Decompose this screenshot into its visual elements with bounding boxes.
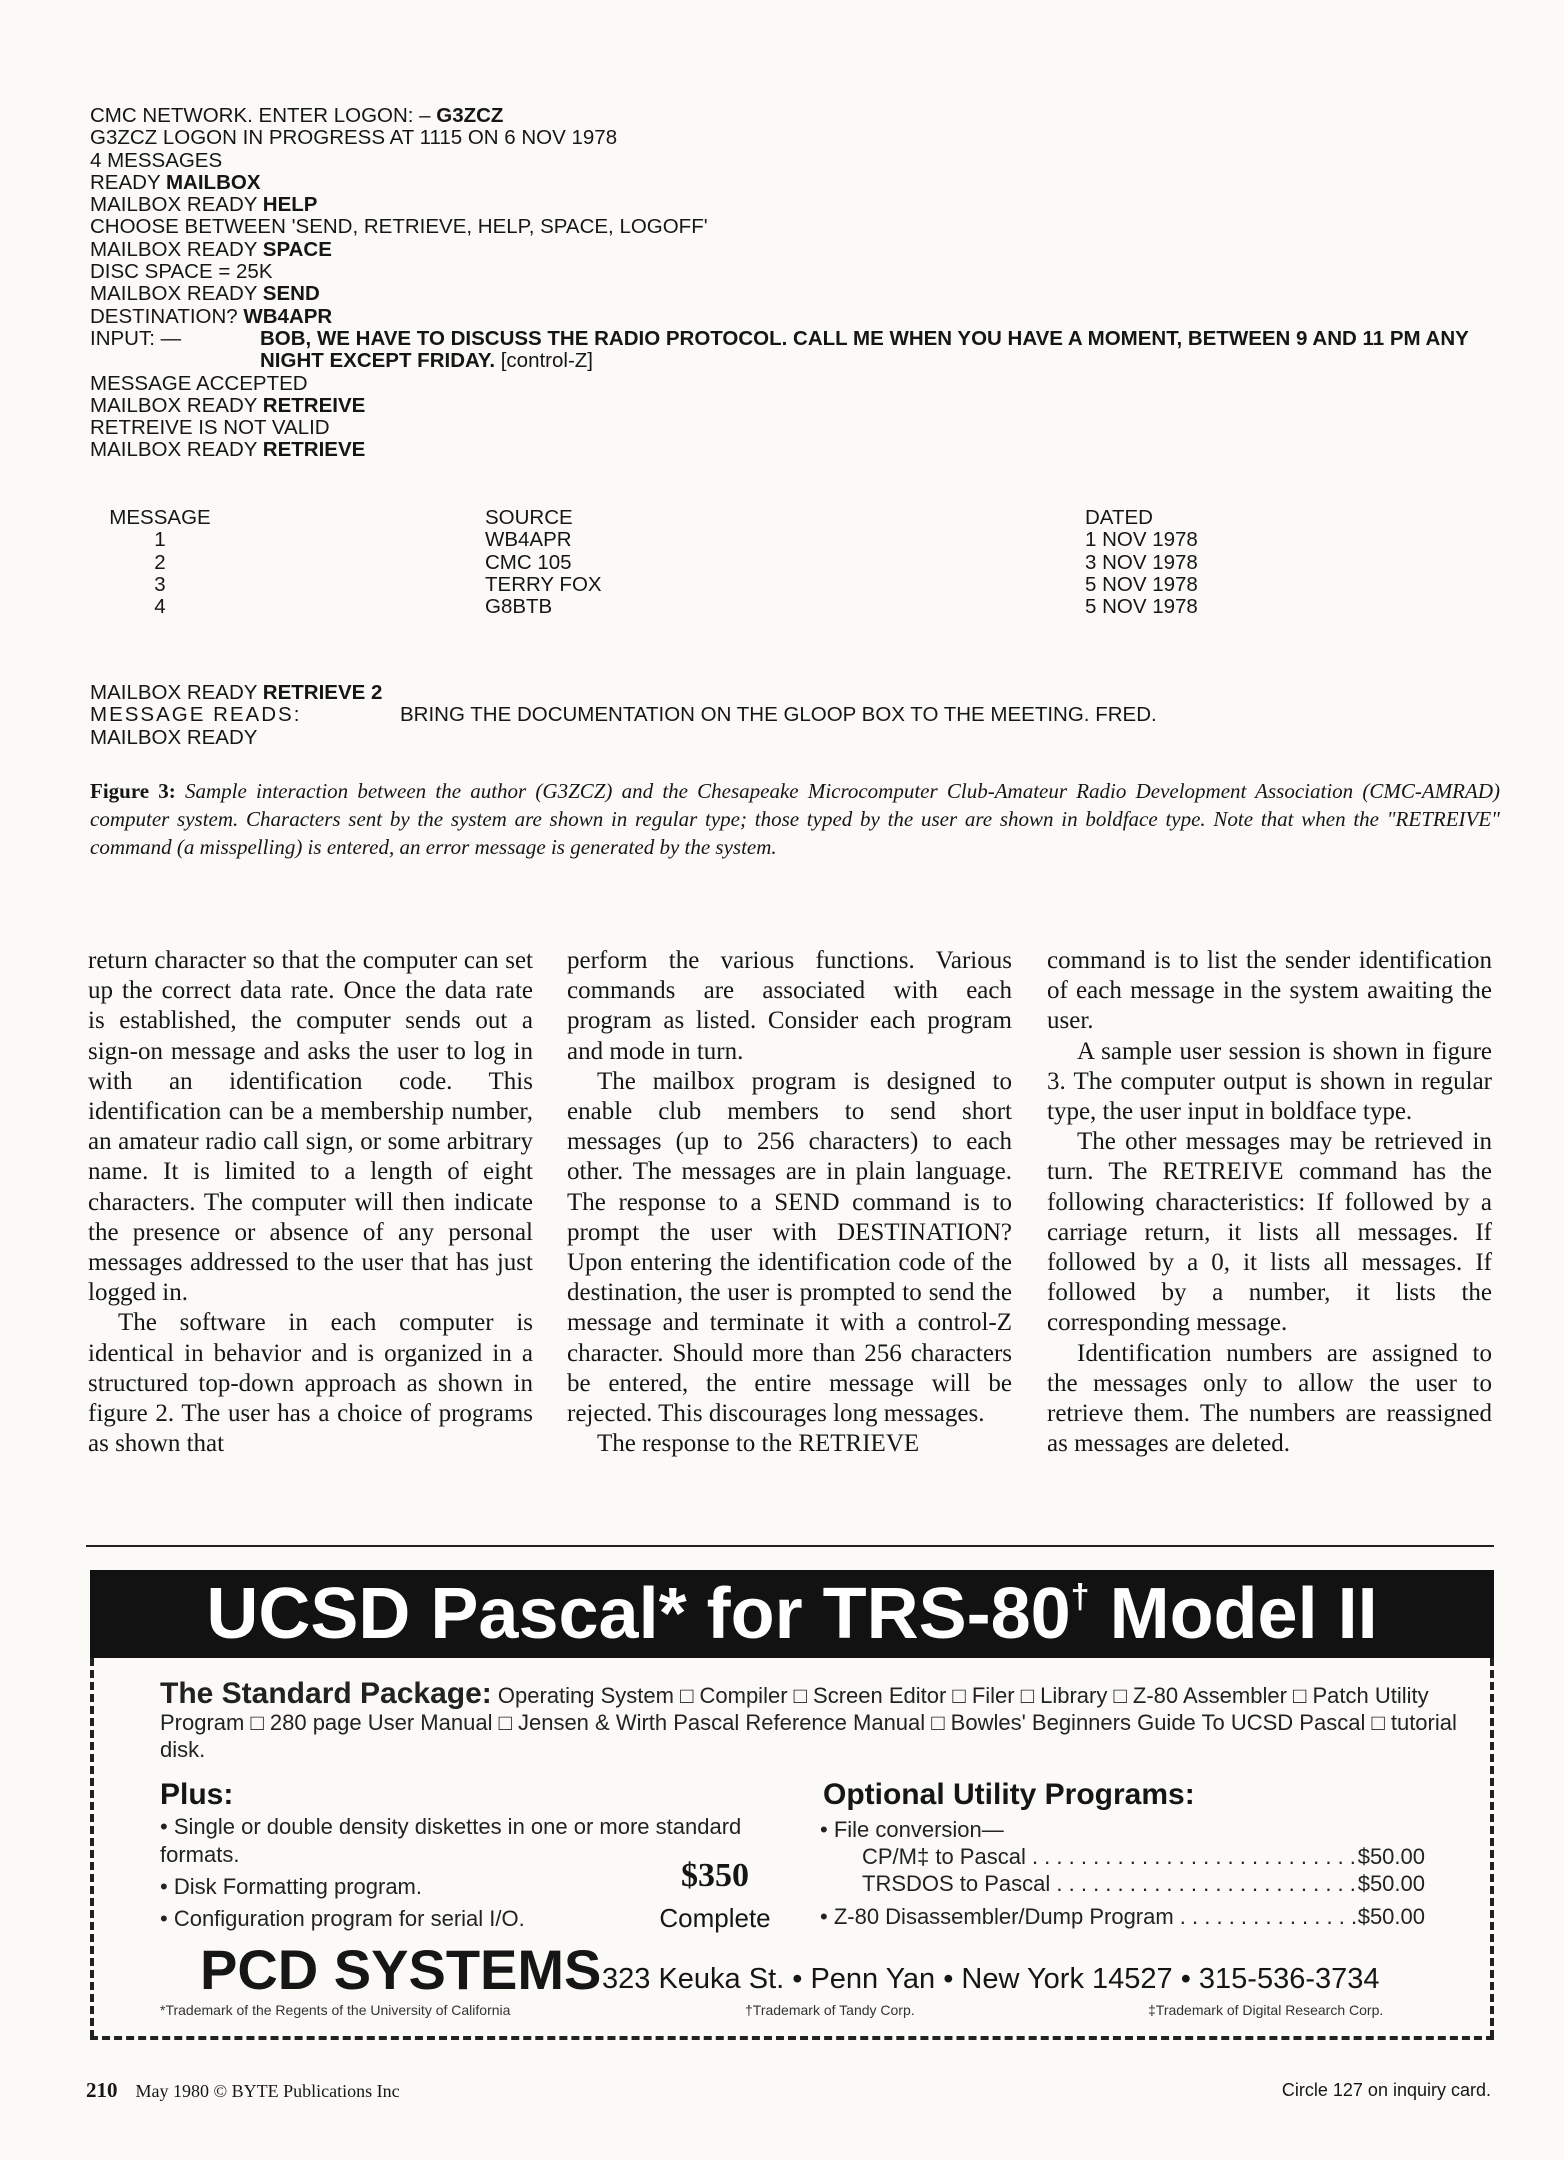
- message-number: 4: [154, 595, 166, 619]
- message-date: 1 NOV 1978: [1085, 528, 1198, 552]
- message-source: CMC 105: [485, 550, 572, 574]
- terminal-line: [90, 439, 1510, 461]
- page-footer: [86, 2078, 400, 2103]
- user-input: RETREIVE: [262, 393, 366, 417]
- system-output: MAILBOX READY: [90, 193, 263, 217]
- user-input: G3ZCZ: [436, 104, 504, 127]
- standard-package-heading: The Standard Package:: [160, 1677, 492, 1710]
- paragraph: return character so that the computer can set up the correct data rate. Once the data rate is established, the computer sends out a sign-on message and asks the user to log in with an identification code. This identification can be a membership number, an amateur radio call sign, or some arbitrary name. It is limited to a length of eight characters. The computer will then indicate the presence or absence of any personal messages addressed to the user that has just logged in.: [88, 947, 533, 1307]
- plus-item: • Configuration program for serial I/O.: [160, 1906, 525, 1931]
- message-source: G8BTB: [485, 595, 553, 619]
- terminal-line: [90, 105, 1510, 127]
- standard-package: [160, 1677, 1460, 1763]
- system-output: MAILBOX READY: [90, 237, 263, 261]
- user-input: RETRIEVE: [262, 438, 366, 462]
- system-output: MESSAGE ACCEPTED: [90, 371, 308, 395]
- retrieve-output: [90, 682, 1157, 749]
- standard-package-text: Operating System □ Compiler □ Screen Editor □ Filer □ Library □ Z-80 Assembler □ Patch Utility Program □ 280 page User Manual □ Jensen & Wirth Pascal Reference Manual □ Bowles' Beginners Guide To UCSD Pascal □ tutorial disk.: [160, 1683, 1457, 1762]
- body-column-1: [88, 946, 533, 1459]
- dated-header: DATED: [1085, 506, 1153, 529]
- message-number-column: [90, 507, 230, 618]
- ad-top-rule: [86, 1545, 1494, 1547]
- paragraph: command is to list the sender identification of each message in the system awaiting the user.: [1047, 947, 1492, 1035]
- terminal-session: [90, 105, 1510, 462]
- system-output: DESTINATION?: [90, 304, 244, 328]
- body-column-2: [567, 946, 1012, 1459]
- terminal-line: [90, 127, 1510, 149]
- user-input: SEND: [262, 282, 320, 306]
- system-output: CHOOSE BETWEEN 'SEND, RETRIEVE, HELP, SPACE, LOGOFF': [90, 215, 708, 239]
- terminal-line: [90, 216, 1510, 238]
- system-output: MAILBOX READY: [90, 393, 263, 417]
- system-output: RETREIVE IS NOT VALID: [90, 416, 330, 440]
- price: $350: [681, 1857, 749, 1894]
- plus-item: • Single or double density diskettes in one or more standard formats.: [160, 1814, 742, 1867]
- figure-caption: [90, 777, 1500, 861]
- optional-item-price: $50.00: [1357, 1844, 1425, 1869]
- system-output: DISC SPACE = 25K: [90, 260, 273, 284]
- message-number: 3: [154, 572, 166, 596]
- user-input: HELP: [262, 193, 318, 217]
- paragraph: The mailbox program is designed to enable club members to send short messages (up to 256 characters) to each other. The messages are in plain language. The response to a SEND command is to prompt the user with DESTINATION? Upon entering the identification code of the destination, the user is prompted to send the message and terminate it with a control-Z character. Should more than 256 characters be entered, the entire message will be rejected. This discourages long messages.: [567, 1067, 1012, 1428]
- user-input: WB4APR: [243, 304, 333, 328]
- terminal-line: [90, 239, 1510, 261]
- terminal-line: [90, 283, 1510, 305]
- trademark-note-1: *Trademark of the Regents of the University of California: [160, 2002, 511, 2018]
- input-message-text: BOB, WE HAVE TO DISCUSS THE RADIO PROTOCOL. CALL ME WHEN YOU HAVE A MOMENT, BETWEEN 9 AND 11 PM ANY NIGHT EXCEPT FRIDAY.: [260, 326, 1469, 373]
- message-source: TERRY FOX: [485, 572, 602, 596]
- message-reads-text: BRING THE DOCUMENTATION ON THE GLOOP BOX TO THE MEETING. FRED.: [400, 703, 1157, 727]
- optional-item-price: $50.00: [1357, 1904, 1425, 1929]
- trademark-note-2: †Trademark of Tandy Corp.: [745, 2002, 915, 2018]
- message-number: 1: [154, 528, 166, 552]
- optional-item-label: • Z-80 Disassembler/Dump Program . . .: [820, 1903, 1356, 1930]
- message-date: 3 NOV 1978: [1085, 550, 1198, 574]
- system-output: CMC NETWORK. ENTER LOGON: –: [90, 104, 437, 127]
- optional-intro: • File conversion—: [820, 1817, 1004, 1842]
- system-output: G3ZCZ LOGON IN PROGRESS AT 1115 ON 6 NOV 1978: [90, 126, 618, 150]
- dated-column: [1085, 507, 1198, 618]
- optional-item: [820, 1903, 1425, 1930]
- trademark-note-3: ‡Trademark of Digital Research Corp.: [1148, 2002, 1384, 2018]
- plus-item: • Disk Formatting program.: [160, 1874, 422, 1899]
- optional-item: [820, 1870, 1425, 1897]
- terminal-line: [90, 373, 1510, 395]
- paragraph: Identification numbers are assigned to the messages only to allow the user to retrieve them. The numbers are reassigned as messages are deleted.: [1047, 1339, 1492, 1458]
- optional-item-label: TRSDOS to Pascal . . .: [862, 1870, 1356, 1897]
- paragraph: perform the various functions. Various commands are associated with each program as listed. Consider each program and mode in turn.: [567, 947, 1012, 1065]
- optional-heading: Optional Utility Programs:: [823, 1778, 1195, 1811]
- message-source: WB4APR: [485, 528, 572, 552]
- input-label: INPUT: —: [90, 326, 182, 350]
- source-header: SOURCE: [485, 506, 573, 529]
- body-column-3: [1047, 946, 1492, 1459]
- paragraph: The response to the RETRIEVE: [597, 1430, 920, 1458]
- publication-line: May 1980 © BYTE Publications Inc: [135, 2081, 400, 2101]
- user-input: MAILBOX: [165, 170, 261, 194]
- terminal-line: [90, 395, 1510, 417]
- terminal-line: [90, 150, 1510, 172]
- paragraph: A sample user session is shown in figure 3. The computer output is shown in regular type, the user input in boldface type.: [1047, 1037, 1492, 1126]
- reads-line3: MAILBOX READY: [90, 725, 258, 749]
- ad-border-left: [90, 1658, 94, 2038]
- plus-heading: Plus:: [160, 1778, 234, 1811]
- input-message: BOB, WE HAVE TO DISCUSS THE RADIO PROTOCOL. CALL ME WHEN YOU HAVE A MOMENT, BETWEEN 9 AND 11 PM ANY NIGHT EXCEPT FRIDAY. [control-Z]: [260, 326, 1469, 373]
- message-date: 5 NOV 1978: [1085, 595, 1198, 619]
- source-column: [485, 507, 602, 618]
- ad-headline: UCSD Pascal* for TRS-80† Model II: [90, 1570, 1494, 1658]
- system-output: MAILBOX READY: [90, 282, 263, 306]
- optional-item-label: CP/M‡ to Pascal . . .: [862, 1843, 1356, 1870]
- paragraph: The software in each computer is identical in behavior and is organized in a structured top-down approach as shown in figure 2. The user has a choice of programs as shown that: [88, 1309, 533, 1458]
- message-number: 2: [154, 550, 166, 574]
- message-reads-label: MESSAGE READS:: [90, 703, 302, 727]
- page-number: 210: [86, 2078, 118, 2102]
- ad-border-right: [1490, 1658, 1494, 2038]
- optional-item-price: $50.00: [1357, 1871, 1425, 1896]
- paragraph: The other messages may be retrieved in turn. The RETREIVE command has the following characteristics: If followed by a carriage return, it lists all messages. If followed by a 0, it lists all messages. If followed by a number, it lists the corresponding message.: [1047, 1128, 1492, 1337]
- terminal-line: [90, 261, 1510, 283]
- figure-label: Figure 3:: [90, 779, 176, 803]
- inquiry-note: Circle 127 on inquiry card.: [1281, 2080, 1491, 2100]
- terminal-line: [90, 306, 1510, 328]
- figure-caption-text: Sample interaction between the author (G3ZCZ) and the Chesapeake Microcomputer Club-Amateur Radio Development Association (CMC-AMRAD) computer system. Characters sent by the system are shown in regular type; those typed by the user are shown in boldface type. Note that when the "RETREIVE" command (a misspelling) is entered, an error message is generated by the system.: [90, 779, 1500, 859]
- optional-item: [820, 1843, 1425, 1870]
- terminal-line: [90, 194, 1510, 216]
- terminal-input-line: [90, 328, 1510, 373]
- price-note: Complete: [659, 1903, 771, 1933]
- message-header: MESSAGE: [109, 506, 211, 529]
- reads-line1-command: RETRIEVE 2: [262, 681, 383, 704]
- optional-list: [820, 1816, 1425, 1930]
- message-date: 5 NOV 1978: [1085, 572, 1198, 596]
- user-input: SPACE: [262, 237, 332, 261]
- reads-line1: MAILBOX READY: [90, 681, 263, 704]
- system-output: MAILBOX READY: [90, 438, 263, 462]
- company-address: 323 Keuka St. • Penn Yan • New York 14527 • 315-536-3734: [602, 1963, 1380, 1995]
- terminal-line: [90, 417, 1510, 439]
- ad-border-bottom: [90, 2036, 1494, 2040]
- system-output: READY: [90, 170, 166, 194]
- company-name: PCD SYSTEMS: [200, 1938, 602, 2001]
- system-output: 4 MESSAGES: [90, 148, 223, 172]
- terminal-line: [90, 172, 1510, 194]
